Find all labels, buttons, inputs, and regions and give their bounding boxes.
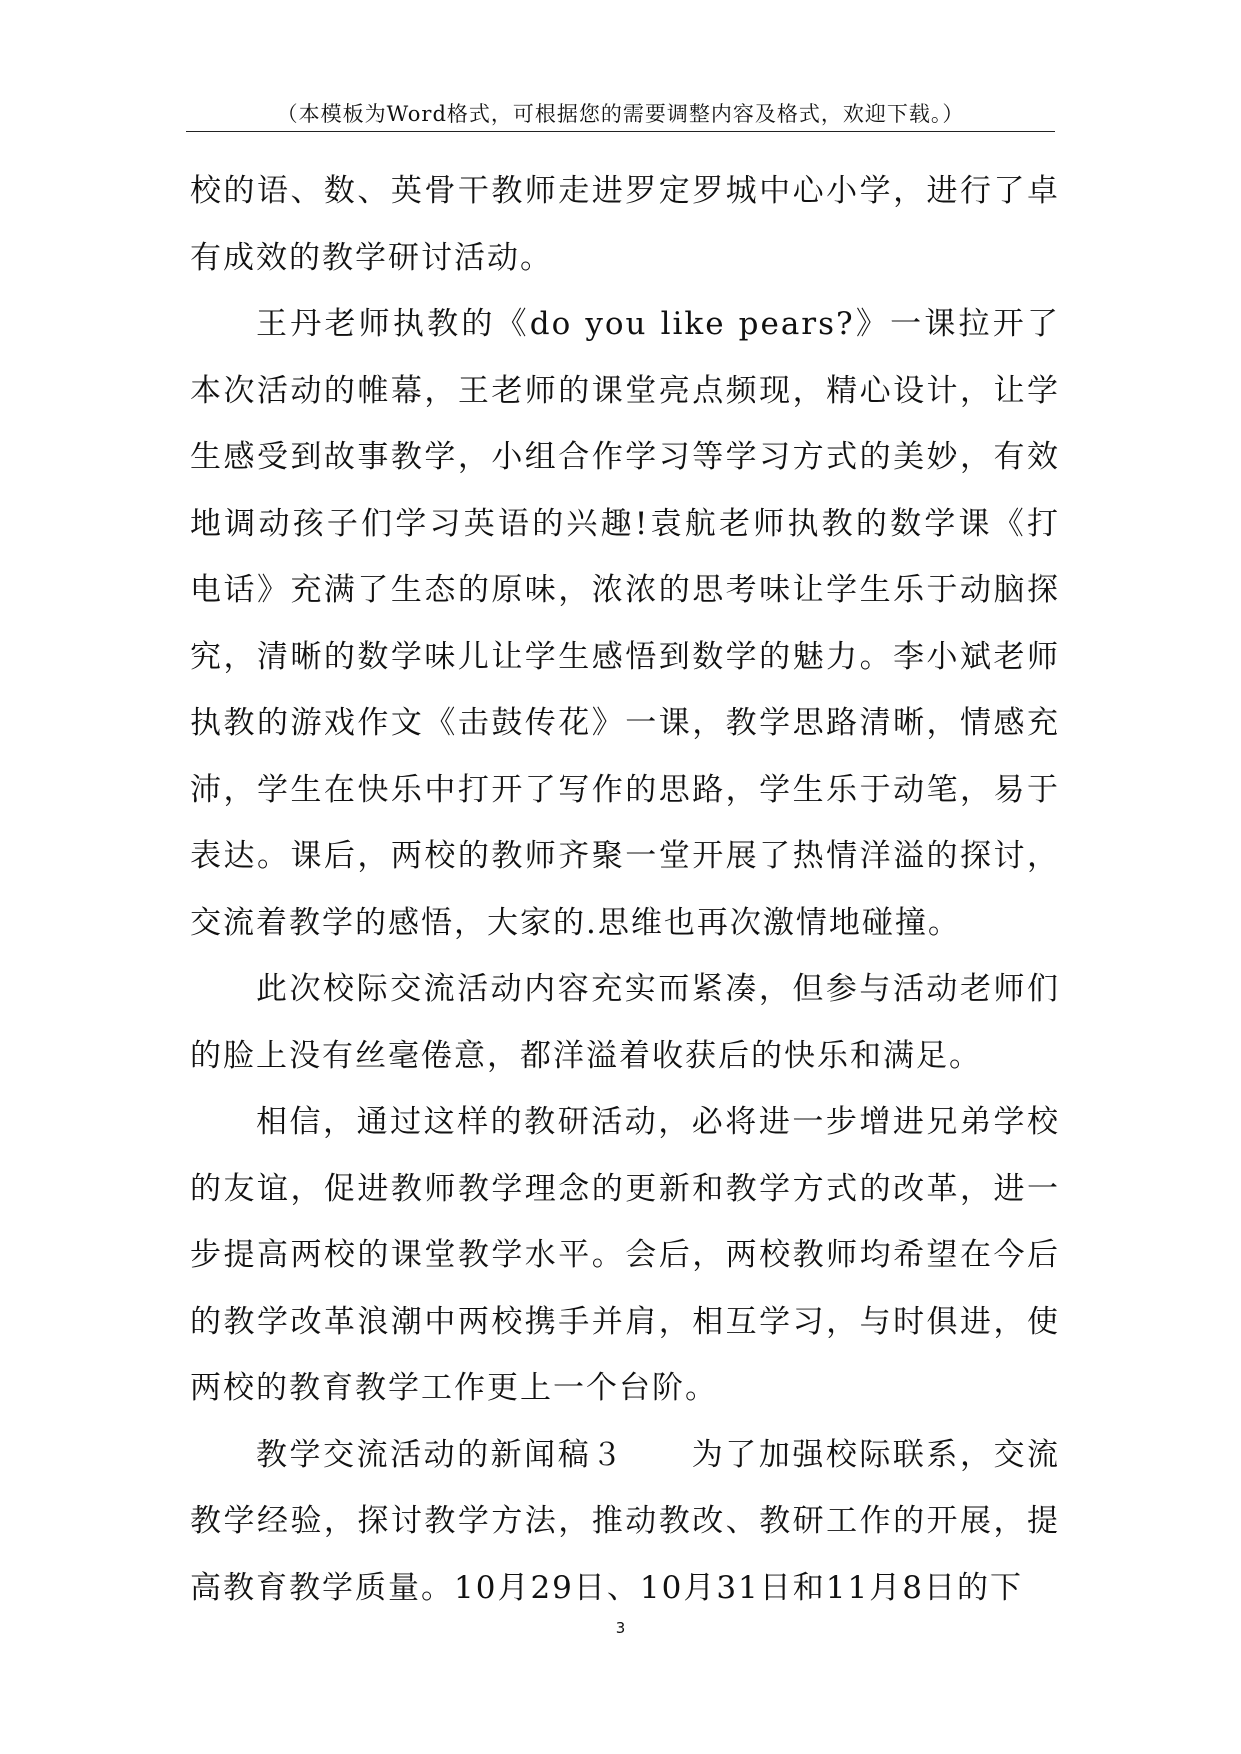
header-divider bbox=[186, 131, 1055, 132]
page-number: 3 bbox=[615, 1619, 626, 1637]
paragraph-5: 教学交流活动的新闻稿３ 为了加强校际联系，交流教学经验，探讨教学方法，推动教改、教研工作的开展，提高教育教学质量。10月29日、10月31日和11月8日的下 bbox=[190, 1436, 1060, 1606]
paragraph-1: 校的语、数、英骨干教师走进罗定罗城中心小学，进行了卓有成效的教学研讨活动。 bbox=[190, 173, 1060, 276]
paragraph-3: 此次校际交流活动内容充实而紧凑，但参与活动老师们的脸上没有丝毫倦意，都洋溢着收获后的快乐和满足。 bbox=[190, 971, 1060, 1074]
document-body bbox=[190, 158, 1060, 1621]
paragraph-4: 相信，通过这样的教研活动，必将进一步增进兄弟学校的友谊，促进教师教学理念的更新和教学方式的改革，进一步提高两校的课堂教学水平。会后，两校教师均希望在今后的教学改革浪潮中两校携手并肩，相互学习，与时俱进，使两校的教育教学工作更上一个台阶。 bbox=[190, 1104, 1060, 1406]
header-note: （本模板为Word格式，可根据您的需要调整内容及格式，欢迎下载。） bbox=[276, 102, 965, 126]
paragraph-2: 王丹老师执教的《do you like pears?》一课拉开了本次活动的帷幕，王老师的课堂亮点频现，精心设计，让学生感受到故事教学，小组合作学习等学习方式的美妙，有效地调动孩子们学习英语的兴趣!袁航老师执教的数学课《打电话》充满了生态的原味，浓浓的思考味让学生乐于动脑探究，清晰的数学味儿让学生感悟到数学的魅力。李小斌老师执教的游戏作文《击鼓传花》一课，教学思路清晰，情感充沛，学生在快乐中打开了写作的思路，学生乐于动笔，易于表达。课后，两校的教师齐聚一堂开展了热情洋溢的探讨，交流着教学的感悟，大家的.思维也再次激情地碰撞。 bbox=[190, 306, 1060, 941]
